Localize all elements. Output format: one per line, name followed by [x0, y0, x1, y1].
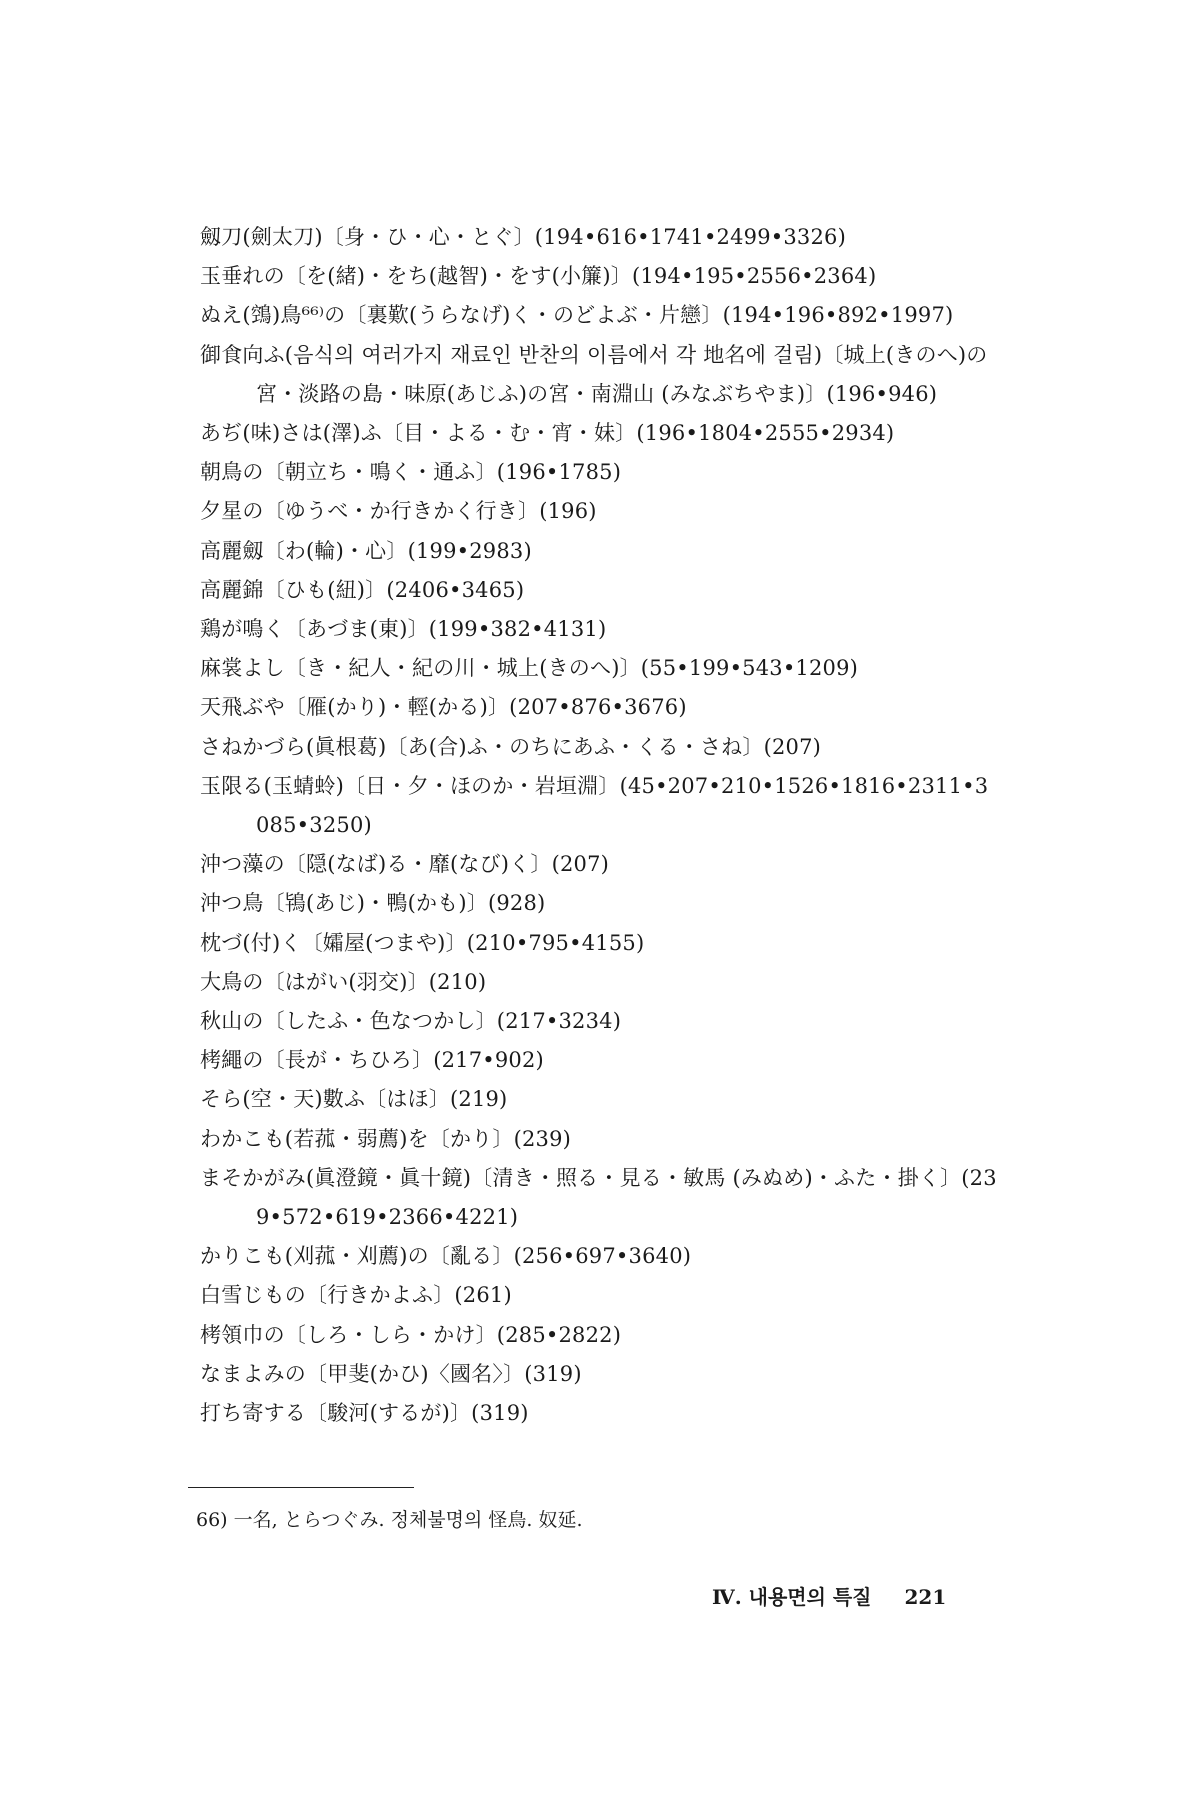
section-title: Ⅳ. 내용면의 특질 [712, 1585, 872, 1609]
list-item: 沖つ藻の〔隠(なば)る・靡(なび)く〕(207) [200, 852, 610, 877]
list-item: そら(空・天)數ふ〔はほ〕(219) [200, 1087, 508, 1112]
list-item: 白雪じもの〔行きかよふ〕(261) [200, 1283, 512, 1308]
page-number: 221 [904, 1585, 947, 1609]
list-item: 沖つ鳥〔鴇(あじ)・鴨(かも)〕(928) [200, 891, 546, 916]
list-item: 劔刀(劍太刀)〔身・ひ・心・とぐ〕(194•616•1741•2499•3326) [200, 225, 847, 249]
list-item: 高麗劔〔わ(輪)・心〕(199•2983) [200, 538, 532, 563]
list-item: 打ち寄する〔駿河(するが)〕(319) [200, 1401, 529, 1426]
list-item: なまよみの〔甲斐(かひ)〈國名〉〕(319) [200, 1361, 582, 1386]
list-item: 大鳥の〔はがい(羽交)〕(210) [200, 969, 487, 994]
list-item: ぬえ(鵼)鳥⁶⁶⁾の〔裏歎(うらなげ)く・のどよぶ・片戀〕(194•196•892•1997) [200, 303, 954, 328]
list-item: わかこも(若菰・弱薦)を〔かり〕(239) [200, 1126, 572, 1151]
list-item: 天飛ぶや〔雁(かり)・輕(かる)〕(207•876•3676) [200, 695, 687, 720]
list-item: 麻裳よし〔き・紀人・紀の川・城上(きのへ)〕(55•199•543•1209) [200, 656, 859, 681]
list-item: かりこも(刈菰・刈薦)の〔亂る〕(256•697•3640) [200, 1244, 692, 1269]
makurakotoba-entry-list [200, 218, 1000, 1433]
list-item: 御食向ふ(음식의 여러가지 재료인 반찬의 이름에서 각 地名에 걸림)〔城上(きのへ)の宮・淡路の島・味原(あじふ)の宮・南淵山 (みなぶちやま)〕(196•946) [200, 342, 988, 406]
list-item: 夕星の〔ゆうべ・か行きかく行き〕(196) [200, 499, 597, 524]
list-item: あぢ(味)さは(澤)ふ〔目・よる・む・宵・妹〕(196•1804•2555•2934) [200, 421, 895, 446]
list-item: 栲繩の〔長が・ちひろ〕(217•902) [200, 1048, 544, 1073]
footnote-divider [188, 1487, 414, 1488]
list-item: 高麗錦〔ひも(紐)〕(2406•3465) [200, 577, 525, 602]
list-item: 玉垂れの〔を(緒)・をち(越智)・をす(小簾)〕(194•195•2556•2364) [200, 264, 877, 289]
list-item: 枕づ(付)く〔孀屋(つまや)〕(210•795•4155) [200, 930, 645, 955]
list-item: さねかづら(眞根葛)〔あ(合)ふ・のちにあふ・くる・さね〕(207) [200, 734, 822, 759]
running-footer [712, 1582, 946, 1612]
list-item: まそかがみ(眞澄鏡・眞十鏡)〔清き・照る・見る・敏馬 (みぬめ)・ふた・掛く〕(239•572•619•2366•4221) [200, 1165, 997, 1230]
footnote: 66) 一名, とらつぐみ. 정체불명의 怪鳥. 奴延. [196, 1509, 583, 1531]
list-item: 朝鳥の〔朝立ち・鳴く・通ふ〕(196•1785) [200, 460, 622, 485]
list-item: 栲領巾の〔しろ・しら・かけ〕(285•2822) [200, 1322, 622, 1347]
list-item: 玉限る(玉蜻蛉)〔日・夕・ほのか・岩垣淵〕(45•207•210•1526•1816•2311•3085•3250) [200, 773, 989, 838]
list-item: 秋山の〔したふ・色なつかし〕(217•3234) [200, 1009, 622, 1034]
list-item: 鶏が鳴く〔あづま(東)〕(199•382•4131) [200, 617, 607, 642]
